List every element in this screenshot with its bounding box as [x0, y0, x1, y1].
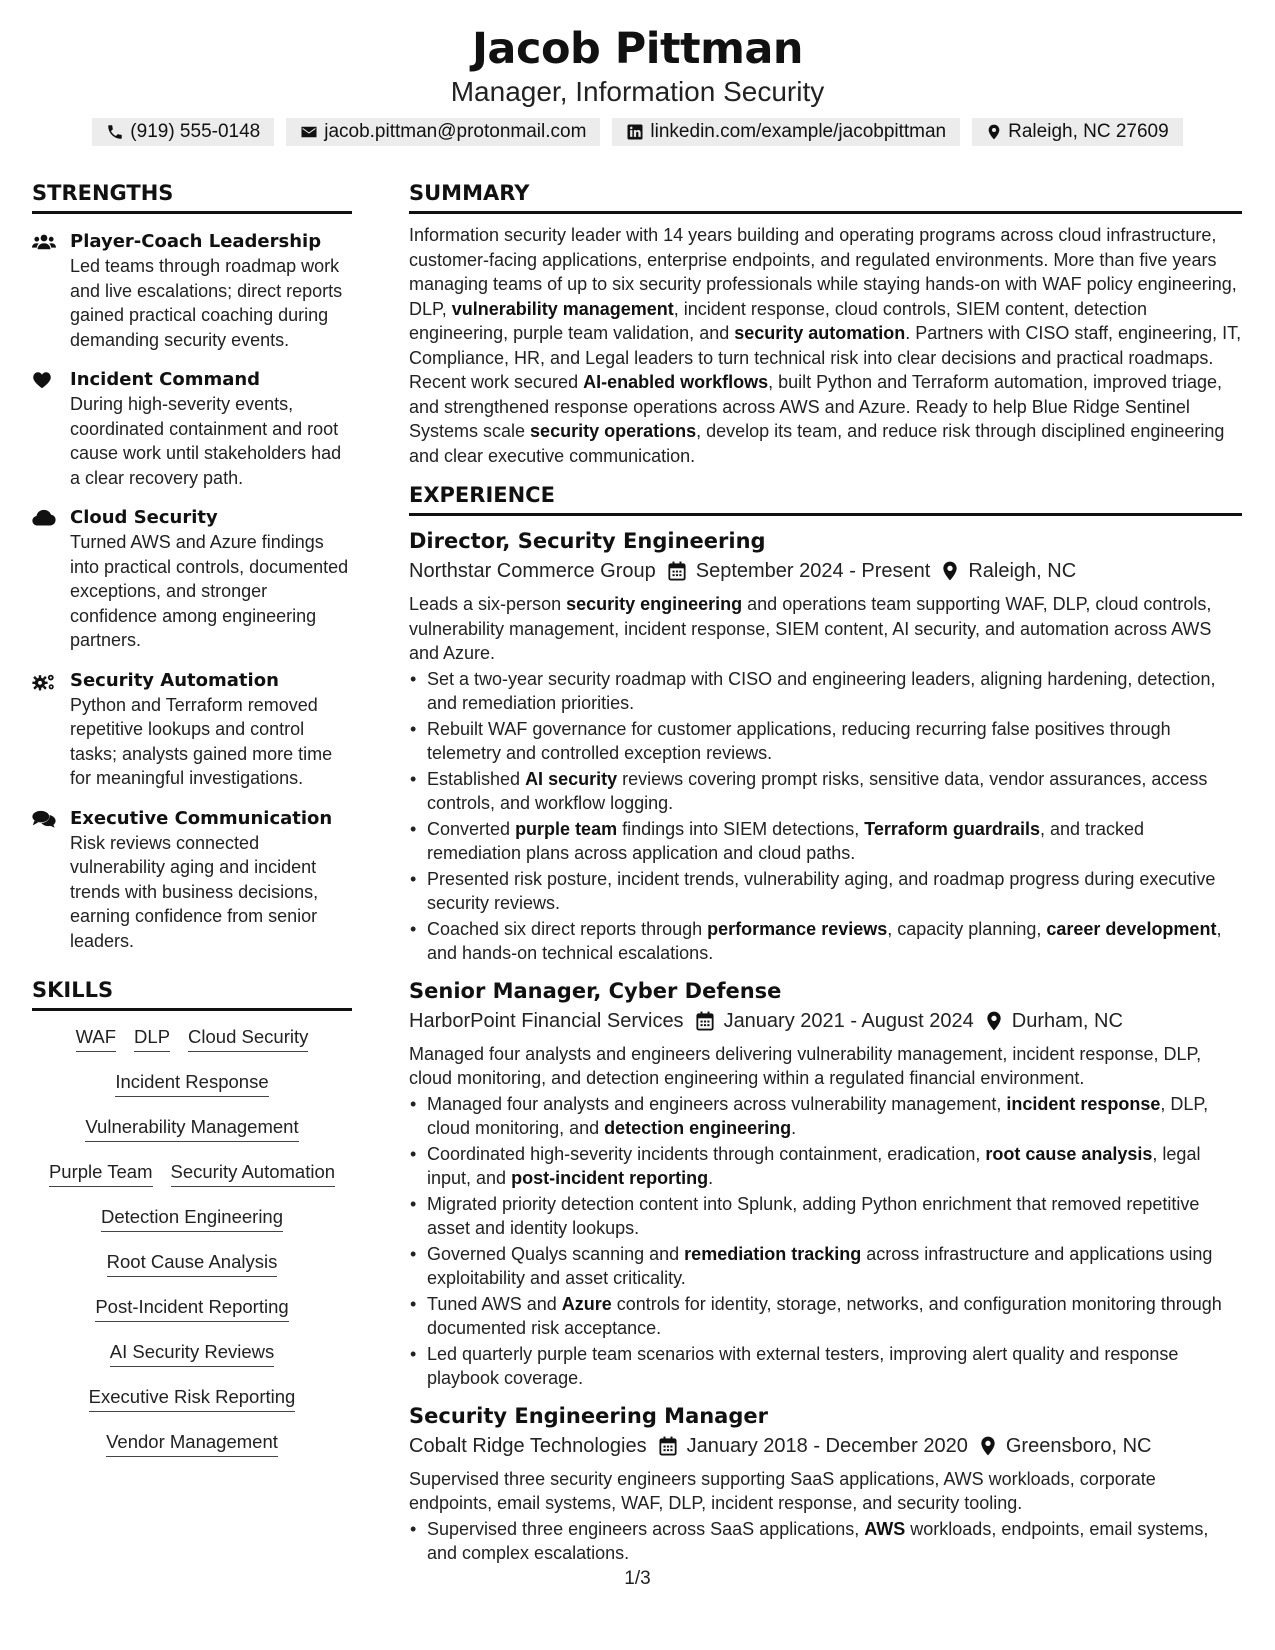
bullet-item: [409, 667, 1242, 716]
bold-keyword: performance reviews: [707, 918, 888, 939]
location-text: Raleigh, NC 27609: [1008, 121, 1169, 142]
phone-icon: [106, 123, 124, 141]
bold-keyword: security engineering: [566, 594, 743, 614]
strength-text: [70, 368, 352, 490]
strength-description: Risk reviews connected vulnerability aging and incident trends with business decisions, earning confidence from senior leaders.: [70, 832, 319, 951]
skill-tag: AI Security Reviews: [110, 1340, 275, 1367]
strength-title: Executive Communication: [70, 807, 333, 829]
text-run: Converted: [427, 818, 516, 839]
job-bullets: [409, 1517, 1242, 1566]
text-run: workloads, endpoints, email systems, and complex escalations.: [427, 1518, 1209, 1563]
bullet-item: [409, 1142, 1242, 1191]
text-run: , incident response, cloud controls, SIEM content, detection engineering, purple team validation, and: [409, 298, 1148, 343]
strength-item: [32, 669, 352, 791]
linkedin-text: linkedin.com/example/jacobpittman: [650, 121, 947, 142]
skill-tag: Incident Response: [115, 1070, 268, 1097]
calendar-icon: [696, 1011, 714, 1031]
skill-row: [32, 1430, 352, 1475]
map-pin-icon: [986, 1011, 1002, 1031]
job-location: Durham, NC: [1011, 1009, 1123, 1032]
skill-row: [32, 1250, 352, 1295]
contact-phone[interactable]: [92, 118, 274, 146]
text-run: Managed four analysts and engineers across vulnerability management,: [427, 1093, 1007, 1114]
skill-tag: WAF: [76, 1025, 116, 1052]
bullet-item: [409, 1342, 1242, 1391]
job-bullets: [409, 1092, 1242, 1391]
strength-text: [70, 506, 352, 653]
skill-row: [32, 1160, 352, 1205]
calendar-icon: [659, 1436, 677, 1456]
job-meta: [409, 1006, 1242, 1036]
contact-bar: [0, 118, 1275, 146]
text-run: .: [708, 1168, 714, 1188]
cloud-icon: [32, 506, 70, 653]
job-entry: [409, 526, 1242, 966]
job-dates: January 2021 - August 2024: [723, 1009, 974, 1032]
candidate-name: Jacob Pittman: [471, 24, 804, 74]
strength-description: Turned AWS and Azure findings into practical controls, documented exceptions, and stronger confidence among engineering partners.: [70, 532, 349, 650]
text-run: Established: [427, 768, 526, 789]
phone-text: (919) 555-0148: [130, 121, 261, 142]
strength-item: [32, 807, 352, 954]
bullet-item: [409, 1292, 1242, 1341]
bullet-item: [409, 1242, 1242, 1291]
skill-tag: Cloud Security: [188, 1025, 308, 1052]
map-pin-icon: [986, 123, 1002, 141]
strength-title: Cloud Security: [70, 507, 218, 528]
contact-email[interactable]: [286, 118, 600, 146]
text-run: .: [791, 1118, 797, 1138]
bold-keyword: vulnerability management: [451, 298, 674, 319]
bullet-item: [409, 767, 1242, 816]
strength-item: [32, 368, 352, 490]
text-run: , and hands-on technical escalations.: [427, 918, 1222, 963]
text-run: Coordinated high-severity incidents through containment, eradication,: [427, 1143, 986, 1164]
jobs-list: [409, 526, 1242, 1566]
text-run: reviews covering prompt risks, sensitive data, vendor assurances, access controls, and workflow logging.: [427, 768, 1208, 813]
linkedin-icon: [626, 123, 644, 141]
skills-heading: SKILLS: [32, 977, 352, 1011]
bold-keyword: Azure: [561, 1293, 612, 1314]
bold-keyword: AI security: [525, 768, 618, 789]
skill-tag: Post-Incident Reporting: [95, 1295, 288, 1322]
job-meta: [409, 1431, 1242, 1461]
strength-text: [70, 807, 352, 954]
job-description: [409, 1042, 1242, 1091]
map-pin-icon: [980, 1436, 996, 1456]
contact-location: [972, 118, 1183, 146]
experience-heading: EXPERIENCE: [409, 482, 1242, 516]
skill-row: [32, 1340, 352, 1385]
text-run: Supervised three security engineers supporting SaaS applications, AWS workloads, corporate endpoints, email systems, WAF, DLP, incident response, and security tooling.: [409, 1468, 1156, 1513]
comments-icon: [32, 807, 70, 954]
bullet-item: [409, 817, 1242, 866]
job-entry: [409, 976, 1242, 1391]
text-run: Governed Qualys scanning and: [427, 1243, 685, 1264]
job-location: Raleigh, NC: [968, 560, 1077, 582]
bold-keyword: post-incident reporting: [511, 1168, 709, 1188]
summary-heading: SUMMARY: [409, 180, 1242, 214]
strength-description: Led teams through roadmap work and live escalations; direct reports gained practical coaching during demanding security events.: [70, 256, 343, 350]
strength-title: Security Automation: [70, 669, 279, 691]
job-entry: [409, 1401, 1242, 1566]
text-run: Set a two-year security roadmap with CISO and engineering leaders, aligning hardening, detection, and remediation priorities.: [427, 668, 1216, 713]
text-run: , built Python and Terraform automation, improved triage, and strengthened response operations across AWS and Azure. Ready to help Blue Ridge Sentinel Systems scale: [409, 372, 1223, 441]
bold-keyword: root cause analysis: [985, 1143, 1153, 1164]
skill-row: [32, 1070, 352, 1115]
bold-keyword: purple team: [515, 818, 618, 839]
text-run: Led quarterly purple team scenarios with external testers, improving alert quality and response playbook coverage.: [427, 1343, 1179, 1388]
job-company: Cobalt Ridge Technologies: [409, 1434, 647, 1457]
bullet-item: [409, 717, 1242, 766]
job-meta: [409, 556, 1242, 586]
text-run: Information security leader with 14 years building and operating programs across cloud infrastructure, customer-facing applications, enterprise endpoints, and regulated environments. More than five years managing teams of up to six security professionals while staying hands-on with WAF policy engineering, DLP,: [409, 225, 1237, 319]
strength-title: Player-Coach Leadership: [70, 231, 322, 252]
bold-keyword: remediation tracking: [684, 1243, 862, 1264]
job-company: HarborPoint Financial Services: [409, 1009, 684, 1032]
job-title: Director, Security Engineering: [409, 529, 766, 553]
strength-item: [32, 506, 352, 653]
bold-keyword: AWS: [864, 1518, 906, 1539]
candidate-headline: Manager, Information Security: [450, 76, 825, 107]
text-run: , develop its team, and reduce risk through disciplined engineering and clear executive communication.: [409, 421, 1225, 466]
map-pin-icon: [942, 561, 958, 581]
right-column: [409, 180, 1242, 1566]
job-dates: September 2024 - Present: [695, 560, 931, 582]
job-location: Greensboro, NC: [1005, 1434, 1152, 1457]
resume-header: [0, 22, 1275, 146]
skill-row: [32, 1115, 352, 1160]
strength-description: Python and Terraform removed repetitive lookups and control tasks; analysts gained more time for meaningful investigations.: [70, 694, 333, 788]
skill-row: [32, 1205, 352, 1250]
job-company: Northstar Commerce Group: [409, 560, 656, 582]
bold-keyword: Terraform guardrails: [864, 818, 1040, 839]
users-icon: [32, 230, 70, 352]
job-title: Senior Manager, Cyber Defense: [409, 978, 782, 1003]
strength-description: During high-severity events, coordinated containment and root cause work until stakeholders had a clear recovery path.: [70, 394, 342, 488]
text-run: , DLP, cloud monitoring, and: [427, 1093, 1209, 1138]
text-run: Supervised three engineers across SaaS applications,: [427, 1518, 865, 1539]
text-run: Rebuilt WAF governance for customer applications, reducing recurring false positives through telemetry and controlled exception reviews.: [427, 718, 1171, 763]
bullet-item: [409, 917, 1242, 966]
calendar-icon: [668, 561, 686, 581]
text-run: across infrastructure and applications using exploitability and asset criticality.: [427, 1243, 1213, 1288]
text-run: Managed four analysts and engineers delivering vulnerability management, incident response, DLP, cloud monitoring, and detection engineering within a regulated financial environment.: [409, 1043, 1202, 1088]
strength-text: [70, 230, 352, 352]
bullet-item: [409, 1192, 1242, 1241]
text-run: . Partners with CISO staff, engineering, IT, Compliance, HR, and Legal leaders to turn technical risk into clear decisions and practical roadmaps. Recent work secured: [409, 323, 1242, 392]
text-run: Presented risk posture, incident trends, vulnerability aging, and roadmap progress during executive security reviews.: [427, 868, 1216, 913]
skill-tag: Vendor Management: [106, 1430, 278, 1457]
email-text: jacob.pittman@protonmail.com: [324, 121, 587, 142]
text-run: controls for identity, storage, networks, and configuration monitoring through documented risk acceptance.: [427, 1293, 1222, 1338]
text-run: Coached six direct reports through: [427, 918, 708, 939]
heart-icon: [32, 368, 70, 490]
skill-tag: Purple Team: [49, 1160, 153, 1187]
job-description: [409, 1467, 1242, 1516]
text-run: Leads a six-person: [409, 594, 567, 614]
text-run: Migrated priority detection content into Splunk, adding Python enrichment that removed repetitive asset and identity lookups.: [427, 1193, 1200, 1238]
job-dates: January 2018 - December 2020: [686, 1434, 968, 1457]
skill-tag: Executive Risk Reporting: [89, 1385, 296, 1412]
strengths-list: [32, 230, 352, 953]
strength-title: Incident Command: [70, 369, 261, 390]
strength-text: [70, 669, 352, 791]
left-column: [32, 180, 352, 1475]
bold-keyword: incident response: [1006, 1093, 1161, 1114]
job-bullets: [409, 667, 1242, 966]
strengths-heading: STRENGTHS: [32, 180, 352, 214]
envelope-icon: [300, 123, 318, 141]
summary-text: [409, 223, 1242, 468]
gears-icon: [32, 669, 70, 791]
text-run: Tuned AWS and: [427, 1293, 562, 1314]
bullet-item: [409, 1517, 1242, 1566]
job-description: [409, 592, 1242, 666]
page-number: 1/3: [624, 1568, 651, 1589]
bullet-item: [409, 1092, 1242, 1141]
bold-keyword: security operations: [530, 421, 697, 441]
skill-tag: Vulnerability Management: [85, 1115, 298, 1142]
skill-tag: Security Automation: [171, 1160, 336, 1187]
text-run: and operations team supporting WAF, DLP, cloud controls, vulnerability management, incident response, SIEM content, AI security, and automation across AWS and Azure.: [409, 594, 1212, 663]
job-title: Security Engineering Manager: [409, 1403, 768, 1428]
text-run: findings into SIEM detections,: [617, 818, 865, 839]
text-run: , legal input, and: [427, 1143, 1201, 1188]
skill-row: [32, 1295, 352, 1340]
skill-row: [32, 1385, 352, 1430]
skills-list: [32, 1025, 352, 1475]
bullet-item: [409, 867, 1242, 916]
text-run: , and tracked remediation plans across application and cloud paths.: [427, 818, 1145, 863]
bold-keyword: career development: [1046, 918, 1217, 939]
bold-keyword: security automation: [734, 323, 906, 343]
bold-keyword: detection engineering: [604, 1118, 792, 1138]
skill-tag: Detection Engineering: [101, 1205, 283, 1232]
skill-row: [32, 1025, 352, 1070]
strength-item: [32, 230, 352, 352]
contact-linkedin[interactable]: [612, 118, 960, 146]
skill-tag: DLP: [134, 1025, 170, 1052]
skill-tag: Root Cause Analysis: [107, 1250, 278, 1277]
text-run: , capacity planning,: [887, 918, 1047, 939]
bold-keyword: AI-enabled workflows: [583, 372, 769, 392]
